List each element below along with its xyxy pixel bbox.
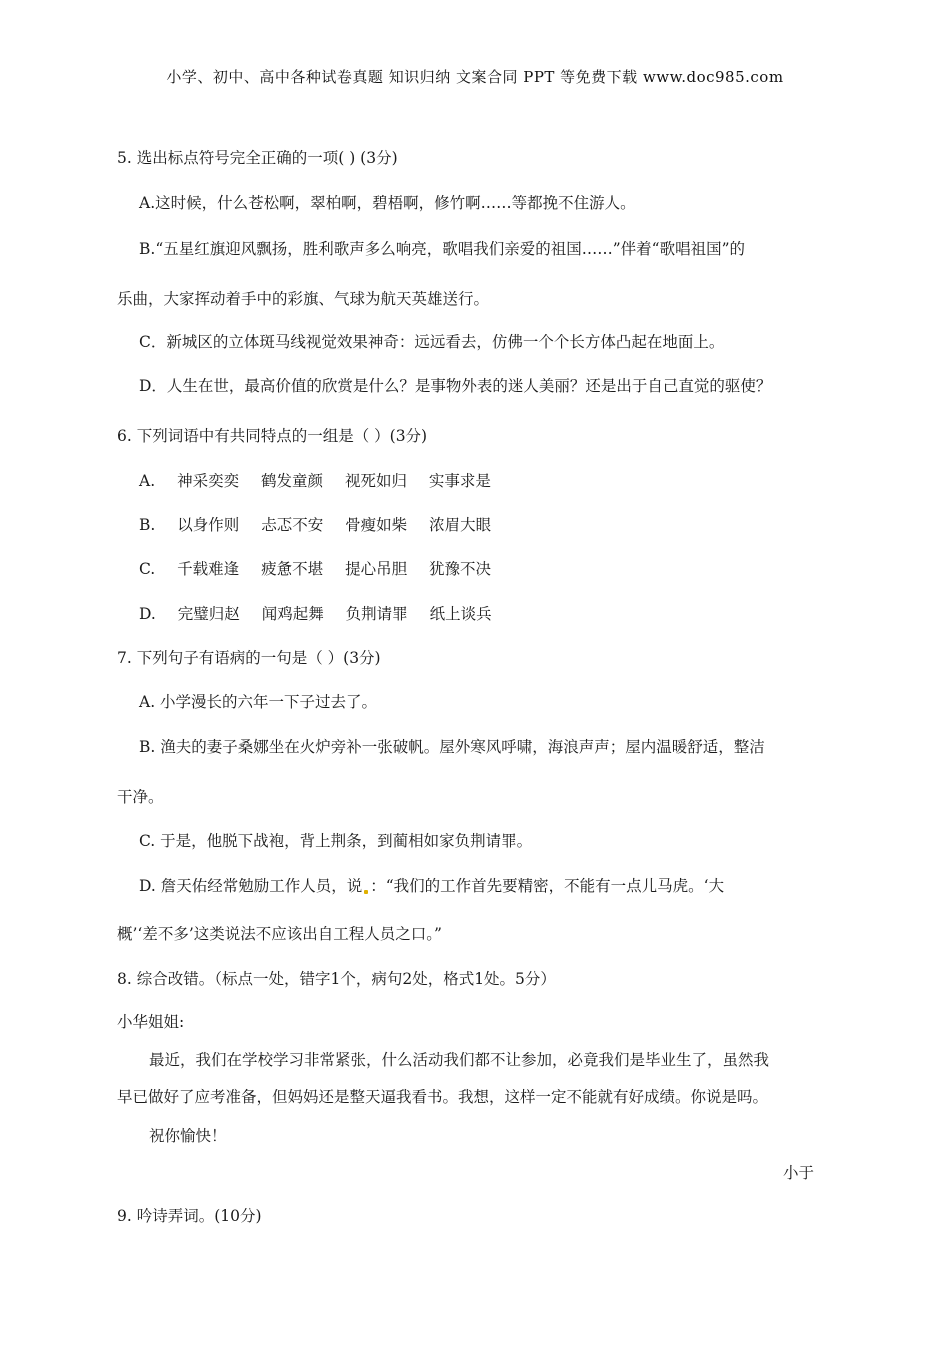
option-d-text-end: ：“我们的工作首先要精密，不能有一点儿马虎。‘大 bbox=[370, 877, 725, 895]
option-word: 鹤发童颜 bbox=[261, 472, 324, 490]
question-7-option-d-line1 bbox=[139, 874, 724, 896]
option-word: 闻鸡起舞 bbox=[261, 605, 324, 623]
option-word: 提心吊胆 bbox=[345, 560, 408, 578]
option-word: 以身作则 bbox=[177, 516, 240, 534]
option-word: 负荆请罪 bbox=[345, 605, 408, 623]
option-word: 神采奕奕 bbox=[177, 472, 240, 490]
question-5-option-b-line1: B.“五星红旗迎风飘扬，胜利歌声多么响亮，歌唱我们亲爱的祖国……”伴着“歌唱祖国”的 bbox=[139, 240, 746, 258]
option-word: 视死如归 bbox=[344, 472, 407, 490]
option-word: 千载难逢 bbox=[177, 560, 240, 578]
option-word: 疲惫不堪 bbox=[261, 560, 324, 578]
question-6-stem: 6. 下列词语中有共同特点的一组是（ ）(3分) bbox=[117, 427, 428, 445]
option-d-text-start: D. 詹天佑经常勉励工作人员，说 bbox=[139, 877, 363, 895]
letter-closing: 祝你愉快！ bbox=[149, 1127, 227, 1145]
question-6-option-a bbox=[139, 469, 508, 491]
option-label: A. bbox=[139, 472, 156, 490]
option-word: 骨瘦如柴 bbox=[345, 516, 408, 534]
question-5-option-d: D．人生在世，最高价值的欣赏是什么？是事物外表的迷人美丽？还是出于自己直觉的驱使？ bbox=[139, 377, 772, 395]
question-5-option-b-line2: 乐曲，大家挥动着手中的彩旗、气球为航天英雄送行。 bbox=[117, 290, 490, 308]
highlight-dot-mark bbox=[364, 890, 368, 894]
option-label: D. bbox=[139, 605, 156, 623]
question-7-option-b-line2: 干净。 bbox=[117, 788, 164, 806]
question-8-stem: 8. 综合改错。（标点一处，错字1个，病句2处，格式1处。5分） bbox=[117, 970, 556, 988]
option-word: 纸上谈兵 bbox=[429, 605, 492, 623]
option-word: 浓眉大眼 bbox=[429, 516, 492, 534]
question-6-option-b bbox=[139, 513, 508, 535]
question-7-option-d-line2: 概’‘差不多’这类说法不应该出自工程人员之口。” bbox=[117, 925, 442, 943]
option-word: 犹豫不决 bbox=[429, 560, 492, 578]
letter-signature: 小于 bbox=[783, 1164, 815, 1182]
question-7-option-b-line1: B. 渔夫的妻子桑娜坐在火炉旁补一张破帆。屋外寒风呼啸，海浪声声；屋内温暖舒适，整洁 bbox=[139, 738, 765, 756]
letter-salutation: 小华姐姐: bbox=[117, 1013, 185, 1031]
option-word: 实事求是 bbox=[428, 472, 491, 490]
question-5-option-a: A.这时候，什么苍松啊，翠柏啊，碧梧啊，修竹啊……等都挽不住游人。 bbox=[139, 194, 636, 212]
letter-paragraph-line1: 最近，我们在学校学习非常紧张，什么活动我们都不让参加，必竟我们是毕业生了，虽然我 bbox=[149, 1051, 770, 1069]
question-7-option-c: C. 于是，他脱下战袍，背上荆条，到蔺相如家负荆请罪。 bbox=[139, 832, 533, 850]
option-word: 完璧归赵 bbox=[177, 605, 240, 623]
question-7-stem: 7. 下列句子有语病的一句是（ ）(3分) bbox=[117, 649, 381, 667]
option-word: 忐忑不安 bbox=[261, 516, 324, 534]
option-label: B. bbox=[139, 516, 156, 534]
question-5-option-c: C．新城区的立体斑马线视觉效果神奇：远远看去，仿佛一个个长方体凸起在地面上。 bbox=[139, 333, 725, 351]
option-label: C. bbox=[139, 560, 156, 578]
question-7-option-a: A. 小学漫长的六年一下子过去了。 bbox=[139, 693, 378, 711]
question-6-option-c bbox=[139, 557, 508, 579]
question-6-option-d bbox=[139, 602, 509, 624]
page-header: 小学、初中、高中各种试卷真题 知识归纳 文案合同 PPT 等免费下载 www.doc985.com bbox=[166, 68, 784, 86]
question-9-stem: 9. 吟诗弄词。(10分) bbox=[117, 1207, 262, 1225]
question-5-stem: 5. 选出标点符号完全正确的一项( ) (3分) bbox=[117, 149, 398, 167]
letter-paragraph-line2: 早已做好了应考准备，但妈妈还是整天逼我看书。我想，这样一定不能就有好成绩。你说是吗。 bbox=[117, 1088, 769, 1106]
